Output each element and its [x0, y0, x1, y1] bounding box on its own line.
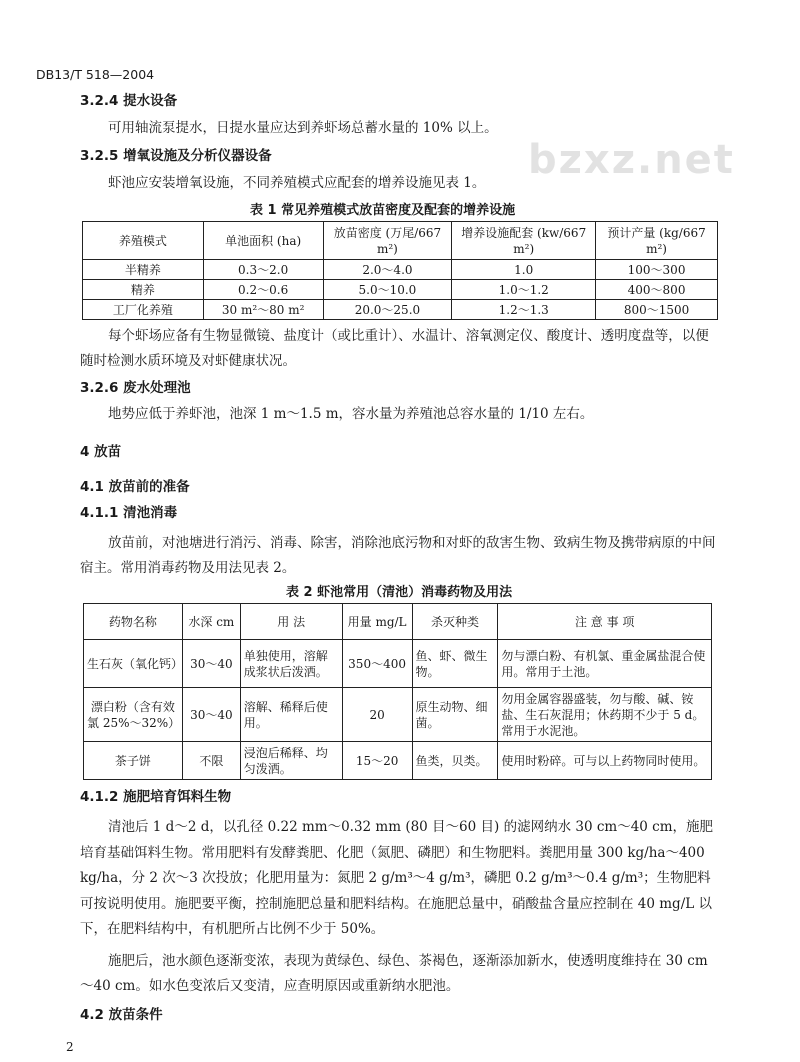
section-4-1-2-text1: 清池后 1 d～2 d，以孔径 0.22 mm～0.32 mm (80 目～60 目) 的滤网纳水 30 cm～40 cm，施肥培育基础饵料生物。常用肥料有发酵粪肥、化肥（氮肥、磷肥）和生物肥料。粪肥用量 300 kg/ha～400 kg/ha，分 2 次～3 次投放；化肥用量为：氮肥 2 g/m³～4 g/m³，磷肥 0.2 g/m³～0.4 g/m³；生物肥料可按说明使用。施肥要平衡，控制施肥总量和肥料结构。在施肥总量中，硝酸盐含量应控制在 40 mg/L 以下，在肥料结构中，有机肥所占比例不少于 50%。 — [80, 819, 714, 937]
doc-code-header: DB13/T 518—2004 — [36, 67, 155, 82]
table-cell: 30 m²～80 m² — [203, 300, 323, 320]
section-3-2-6-title: 3.2.6 废水处理池 — [80, 380, 191, 396]
section-4-1-2 — [80, 788, 720, 1033]
table2-header-cell: 注 意 事 项 — [498, 604, 712, 640]
table-cell: 勿与漂白粉、有机氯、重金属盐混合使用。常用于土池。 — [498, 640, 712, 688]
table-cell: 鱼、虾、微生物。 — [412, 640, 498, 688]
section-4-1-1-title: 4.1.1 清池消毒 — [80, 505, 178, 521]
table-cell: 生石灰（氧化钙） — [84, 640, 183, 688]
table-cell: 浸泡后稀释、均匀泼洒。 — [240, 742, 342, 780]
section-4-1-1-text: 放苗前，对池塘进行消污、消毒、除害，消除池底污物和对虾的敌害生物、致病生物及携带病原的中间宿主。常用消毒药物及用法见表 2。 — [80, 535, 716, 576]
table-cell: 5.0～10.0 — [323, 280, 452, 300]
watermark: bzxz.net — [528, 137, 735, 183]
table2-caption: 表 2 虾池常用（清池）消毒药物及用法 — [286, 585, 513, 600]
table1-header-cell: 预计产量 (kg/667 m²) — [596, 222, 718, 260]
table-cell: 使用时粉碎。可与以上药物同时使用。 — [498, 742, 712, 780]
table1-header-cell: 放苗密度 (万尾/667 m²) — [323, 222, 452, 260]
table-cell: 350～400 — [342, 640, 412, 688]
table-cell: 茶子饼 — [84, 742, 183, 780]
section-3-2-5-text: 虾池应安装增氧设施，不同养殖模式应配套的增养设施见表 1。 — [108, 175, 486, 191]
table2-header-row — [84, 604, 712, 640]
table2-header-cell: 药物名称 — [84, 604, 183, 640]
table2-header-cell: 用量 mg/L — [342, 604, 412, 640]
table-cell: 不限 — [182, 742, 240, 780]
section-4-2-title: 4.2 放苗条件 — [80, 1006, 163, 1023]
table-cell: 鱼类，贝类。 — [412, 742, 498, 780]
table1-header-cell: 增养设施配套 (kw/667 m²) — [452, 222, 596, 260]
table-cell: 漂白粉（含有效氯 25%～32%） — [84, 688, 183, 742]
table-cell: 溶解、稀释后使用。 — [240, 688, 342, 742]
table-cell: 15～20 — [342, 742, 412, 780]
table1-header-row — [83, 222, 718, 260]
table-cell: 1.2～1.3 — [452, 300, 596, 320]
table-row — [84, 640, 712, 688]
table1-caption: 表 1 常见养殖模式放苗密度及配套的增养设施 — [250, 203, 516, 218]
table-cell: 原生动物、细菌。 — [412, 688, 498, 742]
section-4-title: 4 放苗 — [80, 444, 122, 460]
table-cell: 0.3～2.0 — [203, 260, 323, 280]
section-3-2-6-text: 地势应低于养虾池，池深 1 m～1.5 m，容水量为养殖池总容水量的 1/10 左右。 — [108, 406, 594, 422]
table-cell: 单独使用，溶解成浆状后泼洒。 — [240, 640, 342, 688]
table-cell: 100～300 — [596, 260, 718, 280]
section-3-2-4-title: 3.2.4 提水设备 — [80, 93, 178, 109]
section-3-2-4-text: 可用轴流泵提水，日提水量应达到养虾场总蓄水量的 10% 以上。 — [108, 120, 498, 136]
table-cell: 800～1500 — [596, 300, 718, 320]
table-cell: 工厂化养殖 — [83, 300, 204, 320]
table1 — [82, 221, 718, 320]
table-row — [83, 300, 718, 320]
table-cell: 30～40 — [182, 688, 240, 742]
table-cell: 2.0～4.0 — [323, 260, 452, 280]
table-row — [83, 260, 718, 280]
table-cell: 400～800 — [596, 280, 718, 300]
section-4-1-2-title: 4.1.2 施肥培育饵料生物 — [80, 789, 232, 805]
table2-header-cell: 用 法 — [240, 604, 342, 640]
table-cell: 1.0～1.2 — [452, 280, 596, 300]
table-cell: 20 — [342, 688, 412, 742]
table-cell: 精养 — [83, 280, 204, 300]
table2-header-cell: 水深 cm — [182, 604, 240, 640]
table2-header-cell: 杀灭种类 — [412, 604, 498, 640]
table-cell: 30～40 — [182, 640, 240, 688]
table-row — [83, 280, 718, 300]
table-cell: 勿用金属容器盛装，勿与酸、碱、铵盐、生石灰混用；休药期不少于 5 d。常用于水泥池。 — [498, 688, 712, 742]
table-cell: 1.0 — [452, 260, 596, 280]
table-row — [84, 742, 712, 780]
section-4-1-2-text2: 施肥后，池水颜色逐渐变浓，表现为黄绿色、绿色、茶褐色，逐渐添加新水，使透明度维持在 30 cm～40 cm。如水色变浓后又变清，应查明原因或重新纳水肥池。 — [80, 952, 708, 994]
table-cell: 半精养 — [83, 260, 204, 280]
section-3-2-5-paragraph: 每个虾场应备有生物显微镜、盐度计（或比重计）、水温计、溶氧测定仪、酸度计、透明度盘等，以便随时检测水质环境及对虾健康状况。 — [80, 328, 709, 369]
page-number: 2 — [66, 1040, 74, 1054]
section-3-2-5-title: 3.2.5 增氧设施及分析仪器设备 — [80, 148, 272, 164]
table1-header-cell: 单池面积 (ha) — [203, 222, 323, 260]
table-row — [84, 688, 712, 742]
table-cell: 20.0～25.0 — [323, 300, 452, 320]
section-4-1-title: 4.1 放苗前的准备 — [80, 479, 190, 495]
table1-header-cell: 养殖模式 — [83, 222, 204, 260]
table2 — [83, 603, 712, 780]
table-cell: 0.2～0.6 — [203, 280, 323, 300]
